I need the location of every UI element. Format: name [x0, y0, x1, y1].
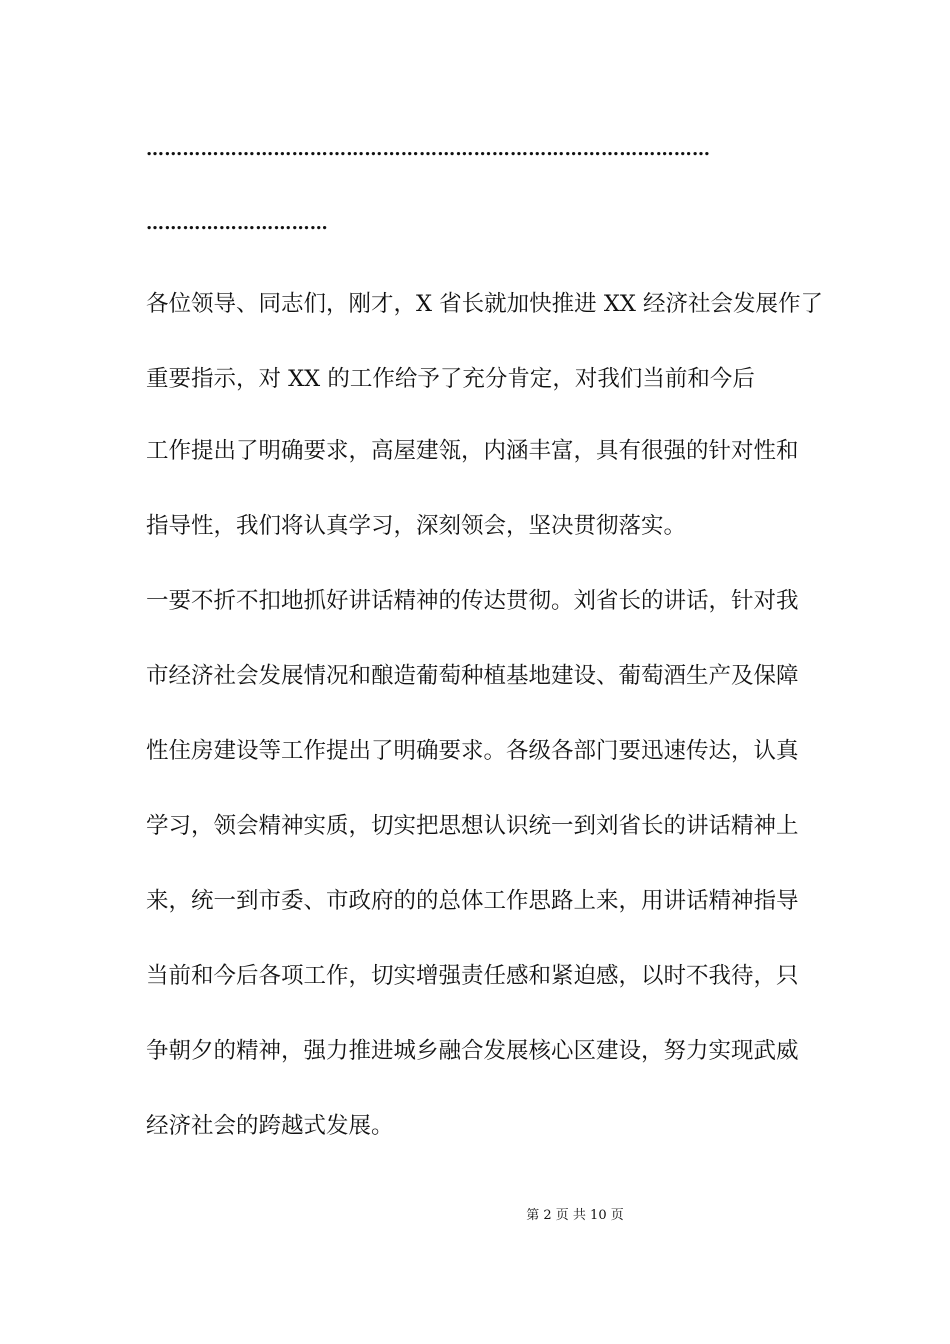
dotted-leader-line-1: …………………………………………………………………………………	[146, 139, 711, 160]
text-line: 重要指示，对 XX 的工作给予了充分肯定，对我们当前和今后	[146, 366, 755, 392]
text-line: 各位领导、同志们，刚才，X 省长就加快推进 XX 经济社会发展作了	[146, 291, 824, 317]
text-line: 学习，领会精神实质，切实把思想认识统一到刘省长的讲话精神上	[146, 813, 799, 839]
text-line: 一要不折不扣地抓好讲话精神的传达贯彻。刘省长的讲话，针对我	[146, 588, 799, 614]
dotted-leader-line-2: …………………………	[146, 213, 328, 234]
page-number: 第 2 页 共 10 页	[526, 1208, 624, 1223]
text-line: 当前和今后各项工作，切实增强责任感和紧迫感，以时不我待，只	[146, 963, 799, 989]
text-line: 市经济社会发展情况和酿造葡萄种植基地建设、葡萄酒生产及保障	[146, 663, 799, 689]
text-line: 指导性，我们将认真学习，深刻领会，坚决贯彻落实。	[146, 513, 687, 539]
text-line: 工作提出了明确要求，高屋建瓴，内涵丰富，具有很强的针对性和	[146, 438, 799, 464]
text-line: 性住房建设等工作提出了明确要求。各级各部门要迅速传达，认真	[146, 738, 799, 764]
text-line: 经济社会的跨越式发展。	[146, 1113, 394, 1139]
text-line: 来，统一到市委、市政府的的总体工作思路上来，用讲话精神指导	[146, 888, 799, 914]
page-footer	[0, 1208, 950, 1224]
text-line: 争朝夕的精神，强力推进城乡融合发展核心区建设，努力实现武威	[146, 1038, 799, 1064]
